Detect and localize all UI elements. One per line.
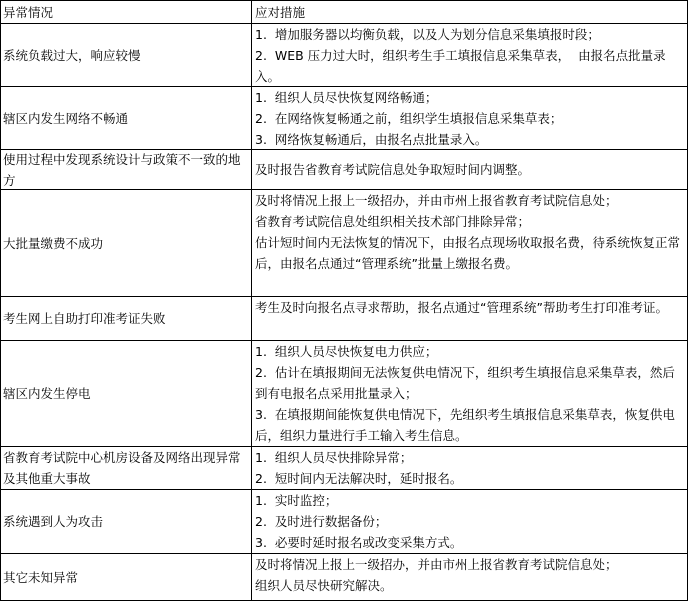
header-situation: 异常情况 bbox=[1, 1, 252, 23]
situation-cell: 辖区内发生停电 bbox=[1, 341, 252, 446]
measure-item: 及时将情况上报上一级招办，并由市州上报省教育考试院信息处； bbox=[255, 193, 618, 208]
table-header-row bbox=[1, 1, 688, 24]
measure-item: 1. 组织人员尽快恢复网络畅通； bbox=[255, 90, 438, 105]
table-row bbox=[1, 341, 688, 447]
table-row bbox=[1, 190, 688, 297]
situation-cell: 系统遇到人为攻击 bbox=[1, 490, 252, 553]
measure-item: 1. 组织人员尽快恢复电力供应； bbox=[255, 344, 438, 359]
header-measures: 应对措施 bbox=[252, 1, 688, 23]
measure-item: 及时报告省教育考试院信息处争取短时间内调整。 bbox=[255, 162, 531, 177]
measures-cell bbox=[252, 87, 688, 149]
measure-item: 及时将情况上报上一级招办，并由市州上报省教育考试院信息处； bbox=[255, 557, 618, 572]
measures-cell bbox=[252, 190, 688, 296]
situation-cell: 其它未知异常 bbox=[1, 554, 252, 600]
measure-item: 1. 组织人员尽快排除异常； bbox=[255, 450, 413, 465]
measure-item: 2. WEB 压力过大时，组织考生手工填报信息采集草表， 由报名点批量录入。 bbox=[255, 48, 666, 84]
measures-cell bbox=[252, 490, 688, 553]
table-row bbox=[1, 150, 688, 190]
measures-cell bbox=[252, 297, 688, 340]
measures-cell bbox=[252, 554, 688, 600]
measure-item: 3. 网络恢复畅通后，由报名点批量录入。 bbox=[255, 132, 488, 147]
situation-cell: 大批量缴费不成功 bbox=[1, 190, 252, 296]
measures-cell bbox=[252, 341, 688, 446]
table-row bbox=[1, 87, 688, 150]
situation-cell: 考生网上自助打印准考证失败 bbox=[1, 297, 252, 340]
measures-cell bbox=[252, 24, 688, 86]
measure-item: 省教育考试院信息处组织相关技术部门排除异常； bbox=[255, 214, 531, 229]
measure-item: 估计短时间内无法恢复的情况下，由报名点现场收取报名费，待系统恢复正常后，由报名点通过“管理系统”批量上缴报名费。 bbox=[255, 235, 681, 271]
table-row bbox=[1, 447, 688, 490]
measure-item: 2. 短时间内无法解决时，延时报名。 bbox=[255, 471, 463, 486]
measure-item: 2. 估计在填报期间无法恢复供电情况下，组织考生填报信息采集草表，然后到有电报名点采用批量录入； bbox=[255, 365, 675, 401]
measure-item: 1. 增加服务器以均衡负载，以及人为划分信息采集填报时段； bbox=[255, 27, 600, 42]
table-row bbox=[1, 24, 688, 87]
situation-cell: 系统负载过大，响应较慢 bbox=[1, 24, 252, 86]
table-row bbox=[1, 554, 688, 601]
measure-item: 1. 实时监控； bbox=[255, 493, 338, 508]
measures-cell bbox=[252, 150, 688, 189]
measures-cell bbox=[252, 447, 688, 489]
table-row bbox=[1, 297, 688, 341]
measure-item: 组织人员尽快研究解决。 bbox=[255, 578, 393, 593]
situation-cell: 辖区内发生网络不畅通 bbox=[1, 87, 252, 149]
measure-item: 2. 在网络恢复畅通之前，组织学生填报信息采集草表； bbox=[255, 111, 563, 126]
table-row bbox=[1, 490, 688, 554]
situation-cell: 省教育考试院中心机房设备及网络出现异常及其他重大事故 bbox=[1, 447, 252, 489]
measure-item: 考生及时向报名点寻求帮助，报名点通过“管理系统”帮助考生打印准考证。 bbox=[255, 300, 668, 315]
measure-item: 3. 必要时延时报名或改变采集方式。 bbox=[255, 535, 463, 550]
measure-item: 3. 在填报期间能恢复供电情况下，先组织考生填报信息采集草表，恢复供电后，组织力量进行手工输入考生信息。 bbox=[255, 407, 675, 443]
measure-item: 2. 及时进行数据备份； bbox=[255, 514, 388, 529]
situation-cell: 使用过程中发现系统设计与政策不一致的地方 bbox=[1, 150, 252, 189]
